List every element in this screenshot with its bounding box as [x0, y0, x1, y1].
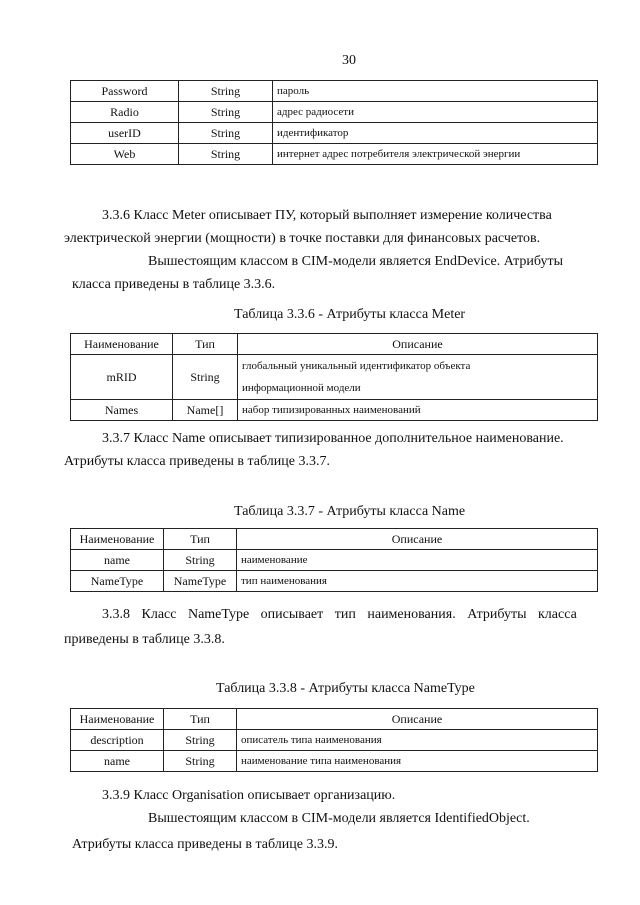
cell: наименование типа наименования	[237, 751, 598, 772]
cell: адрес радиосети	[273, 102, 598, 123]
paragraph-line: класса приведены в таблице 3.3.6.	[72, 277, 276, 292]
paragraph-line: Атрибуты класса приведены в таблице 3.3.9.	[72, 837, 338, 852]
table-row	[71, 751, 598, 772]
table-header-row	[71, 334, 598, 355]
cell: mRID	[71, 355, 173, 400]
header-cell: Наименование	[71, 334, 173, 355]
table-header-row	[71, 709, 598, 730]
header-cell: Наименование	[71, 529, 164, 550]
cell: Names	[71, 400, 173, 421]
paragraph-line: электрической энергии (мощности) в точке поставки для финансовых расчетов.	[64, 231, 541, 246]
cell: String	[179, 102, 273, 123]
cell: Radio	[71, 102, 179, 123]
table-meter	[70, 333, 598, 421]
cell: String	[179, 144, 273, 165]
cell: наименование	[237, 550, 598, 571]
paragraph-line: приведены в таблице 3.3.8.	[64, 632, 225, 647]
cell: интернет адрес потребителя электрической энергии	[273, 144, 598, 165]
table-row	[71, 123, 598, 144]
cell: description	[71, 730, 164, 751]
cell: Password	[71, 81, 179, 102]
table-row	[71, 102, 598, 123]
page-number: 30	[342, 53, 356, 68]
header-cell: Описание	[237, 709, 598, 730]
cell: String	[164, 730, 237, 751]
cell-line: глобальный уникальный идентификатор объекта	[242, 360, 471, 372]
paragraph-line: Вышестоящим классом в CIM-модели является EndDevice. Атрибуты	[148, 254, 564, 269]
table-row	[71, 144, 598, 165]
paragraph-line: 3.3.9 Класс Organisation описывает организацию.	[102, 788, 396, 803]
cell: userID	[71, 123, 179, 144]
paragraph-line: Вышестоящим классом в CIM-модели является IdentifiedObject.	[148, 811, 530, 826]
paragraph-line: 3.3.8 Класс NameType описывает тип наименования. Атрибуты класса	[102, 607, 577, 622]
cell: String	[164, 550, 237, 571]
cell: пароль	[273, 81, 598, 102]
header-cell: Описание	[238, 334, 598, 355]
cell: name	[71, 550, 164, 571]
table-header-row	[71, 529, 598, 550]
cell: NameType	[164, 571, 237, 592]
cell: String	[179, 81, 273, 102]
cell: name	[71, 751, 164, 772]
paragraph-line: Атрибуты класса приведены в таблице 3.3.7.	[64, 454, 330, 469]
cell: String	[173, 355, 238, 400]
table-row	[71, 81, 598, 102]
cell: Web	[71, 144, 179, 165]
header-cell: Наименование	[71, 709, 164, 730]
table-row	[71, 571, 598, 592]
table-nametype	[70, 708, 598, 772]
table-name	[70, 528, 598, 592]
cell: описатель типа наименования	[237, 730, 598, 751]
paragraph-line: 3.3.7 Класс Name описывает типизированное дополнительное наименование.	[102, 431, 564, 446]
cell	[238, 355, 598, 400]
table-row	[71, 730, 598, 751]
cell: Name[]	[173, 400, 238, 421]
cell: NameType	[71, 571, 164, 592]
table-row	[71, 400, 598, 421]
table-continued	[70, 80, 598, 165]
table-row	[71, 355, 598, 400]
table-caption: Таблица 3.3.6 - Атрибуты класса Meter	[234, 307, 466, 322]
table-row	[71, 550, 598, 571]
cell: тип наименования	[237, 571, 598, 592]
cell: String	[164, 751, 237, 772]
header-cell: Тип	[173, 334, 238, 355]
cell: идентификатор	[273, 123, 598, 144]
header-cell: Тип	[164, 529, 237, 550]
cell: набор типизированных наименований	[238, 400, 598, 421]
cell-line: информационной модели	[242, 382, 361, 394]
cell: String	[179, 123, 273, 144]
table-caption: Таблица 3.3.8 - Атрибуты класса NameType	[216, 681, 475, 696]
table-caption: Таблица 3.3.7 - Атрибуты класса Name	[234, 504, 466, 519]
header-cell: Тип	[164, 709, 237, 730]
header-cell: Описание	[237, 529, 598, 550]
paragraph-line: 3.3.6 Класс Meter описывает ПУ, который выполняет измерение количества	[102, 208, 552, 223]
